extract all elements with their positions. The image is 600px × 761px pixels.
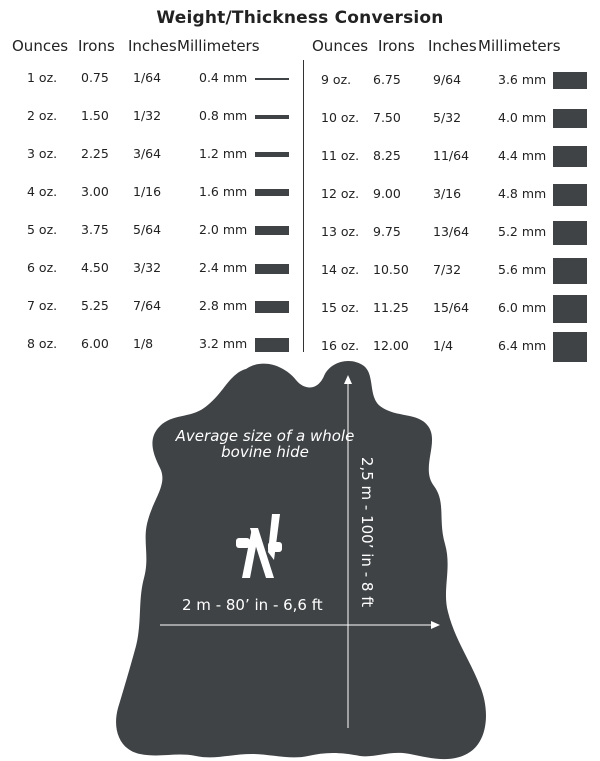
irons-cell: 0.75 [81, 70, 109, 85]
header-irons-left: Irons [78, 37, 115, 55]
ounces-cell: 13 oz. [321, 224, 360, 239]
millimeters-cell: 2.4 mm [199, 260, 248, 275]
page-title: Weight/Thickness Conversion [156, 8, 444, 28]
ounces-cell: 1 oz. [27, 70, 58, 85]
millimeters-cell: 5.6 mm [498, 262, 547, 277]
millimeters-cell: 0.8 mm [199, 108, 248, 123]
irons-cell: 2.25 [81, 146, 109, 161]
inches-cell: 3/16 [433, 186, 462, 201]
hide-height-label: 2,5 m - 100’ in - 8 ft [358, 456, 376, 608]
irons-cell: 6.75 [373, 72, 401, 87]
inches-cell: 15/64 [433, 300, 470, 315]
millimeters-cell: 1.2 mm [199, 146, 248, 161]
millimeters-cell: 0.4 mm [199, 70, 248, 85]
irons-cell: 7.50 [373, 110, 401, 125]
irons-cell: 11.25 [373, 300, 409, 315]
irons-cell: 5.25 [81, 298, 109, 313]
inches-cell: 13/64 [433, 224, 470, 239]
ounces-cell: 15 oz. [321, 300, 360, 315]
millimeters-cell: 2.8 mm [199, 298, 248, 313]
millimeters-cell: 2.0 mm [199, 222, 248, 237]
inches-cell: 1/32 [133, 108, 162, 123]
inches-cell: 7/64 [133, 298, 162, 313]
irons-cell: 1.50 [81, 108, 109, 123]
irons-cell: 6.00 [81, 336, 109, 351]
irons-cell: 10.50 [373, 262, 409, 277]
inches-cell: 1/16 [133, 184, 162, 199]
header-inches-right: Inches [428, 37, 477, 55]
inches-cell: 7/32 [433, 262, 462, 277]
millimeters-cell: 6.4 mm [498, 338, 547, 353]
millimeters-cell: 6.0 mm [498, 300, 547, 315]
inches-cell: 1/4 [433, 338, 454, 353]
inches-cell: 5/32 [433, 110, 462, 125]
ounces-cell: 4 oz. [27, 184, 58, 199]
ounces-cell: 2 oz. [27, 108, 58, 123]
header-ounces-left: Ounces [12, 37, 69, 55]
irons-cell: 4.50 [81, 260, 109, 275]
irons-cell: 8.25 [373, 148, 401, 163]
ounces-cell: 5 oz. [27, 222, 58, 237]
inches-cell: 1/8 [133, 336, 154, 351]
header-millimeters-right: Millimeters [478, 37, 561, 55]
millimeters-cell: 4.0 mm [498, 110, 547, 125]
ounces-cell: 10 oz. [321, 110, 360, 125]
irons-cell: 3.75 [81, 222, 109, 237]
irons-cell: 12.00 [373, 338, 409, 353]
inches-cell: 3/32 [133, 260, 162, 275]
irons-cell: 9.75 [373, 224, 401, 239]
ounces-cell: 11 oz. [321, 148, 360, 163]
hide-caption: Average size of a whole bovine hide [175, 427, 355, 461]
irons-cell: 9.00 [373, 186, 401, 201]
inches-cell: 9/64 [433, 72, 462, 87]
inches-cell: 3/64 [133, 146, 162, 161]
ounces-cell: 9 oz. [321, 72, 352, 87]
header-ounces-right: Ounces [312, 37, 369, 55]
millimeters-cell: 3.6 mm [498, 72, 547, 87]
millimeters-cell: 4.4 mm [498, 148, 547, 163]
ounces-cell: 3 oz. [27, 146, 58, 161]
hide-silhouette [116, 361, 486, 759]
ounces-cell: 16 oz. [321, 338, 360, 353]
inches-cell: 1/64 [133, 70, 162, 85]
inches-cell: 5/64 [133, 222, 162, 237]
ounces-cell: 12 oz. [321, 186, 360, 201]
header-millimeters-left: Millimeters [177, 37, 260, 55]
header-irons-right: Irons [378, 37, 415, 55]
ounces-cell: 14 oz. [321, 262, 360, 277]
n-logo-with-hands-icon [228, 512, 294, 580]
header-inches-left: Inches [128, 37, 177, 55]
hide-width-label: 2 m - 80’ in - 6,6 ft [182, 596, 323, 614]
millimeters-cell: 1.6 mm [199, 184, 248, 199]
millimeters-cell: 3.2 mm [199, 336, 248, 351]
ounces-cell: 7 oz. [27, 298, 58, 313]
inches-cell: 11/64 [433, 148, 470, 163]
ounces-cell: 6 oz. [27, 260, 58, 275]
irons-cell: 3.00 [81, 184, 109, 199]
millimeters-cell: 4.8 mm [498, 186, 547, 201]
ounces-cell: 8 oz. [27, 336, 58, 351]
millimeters-cell: 5.2 mm [498, 224, 547, 239]
